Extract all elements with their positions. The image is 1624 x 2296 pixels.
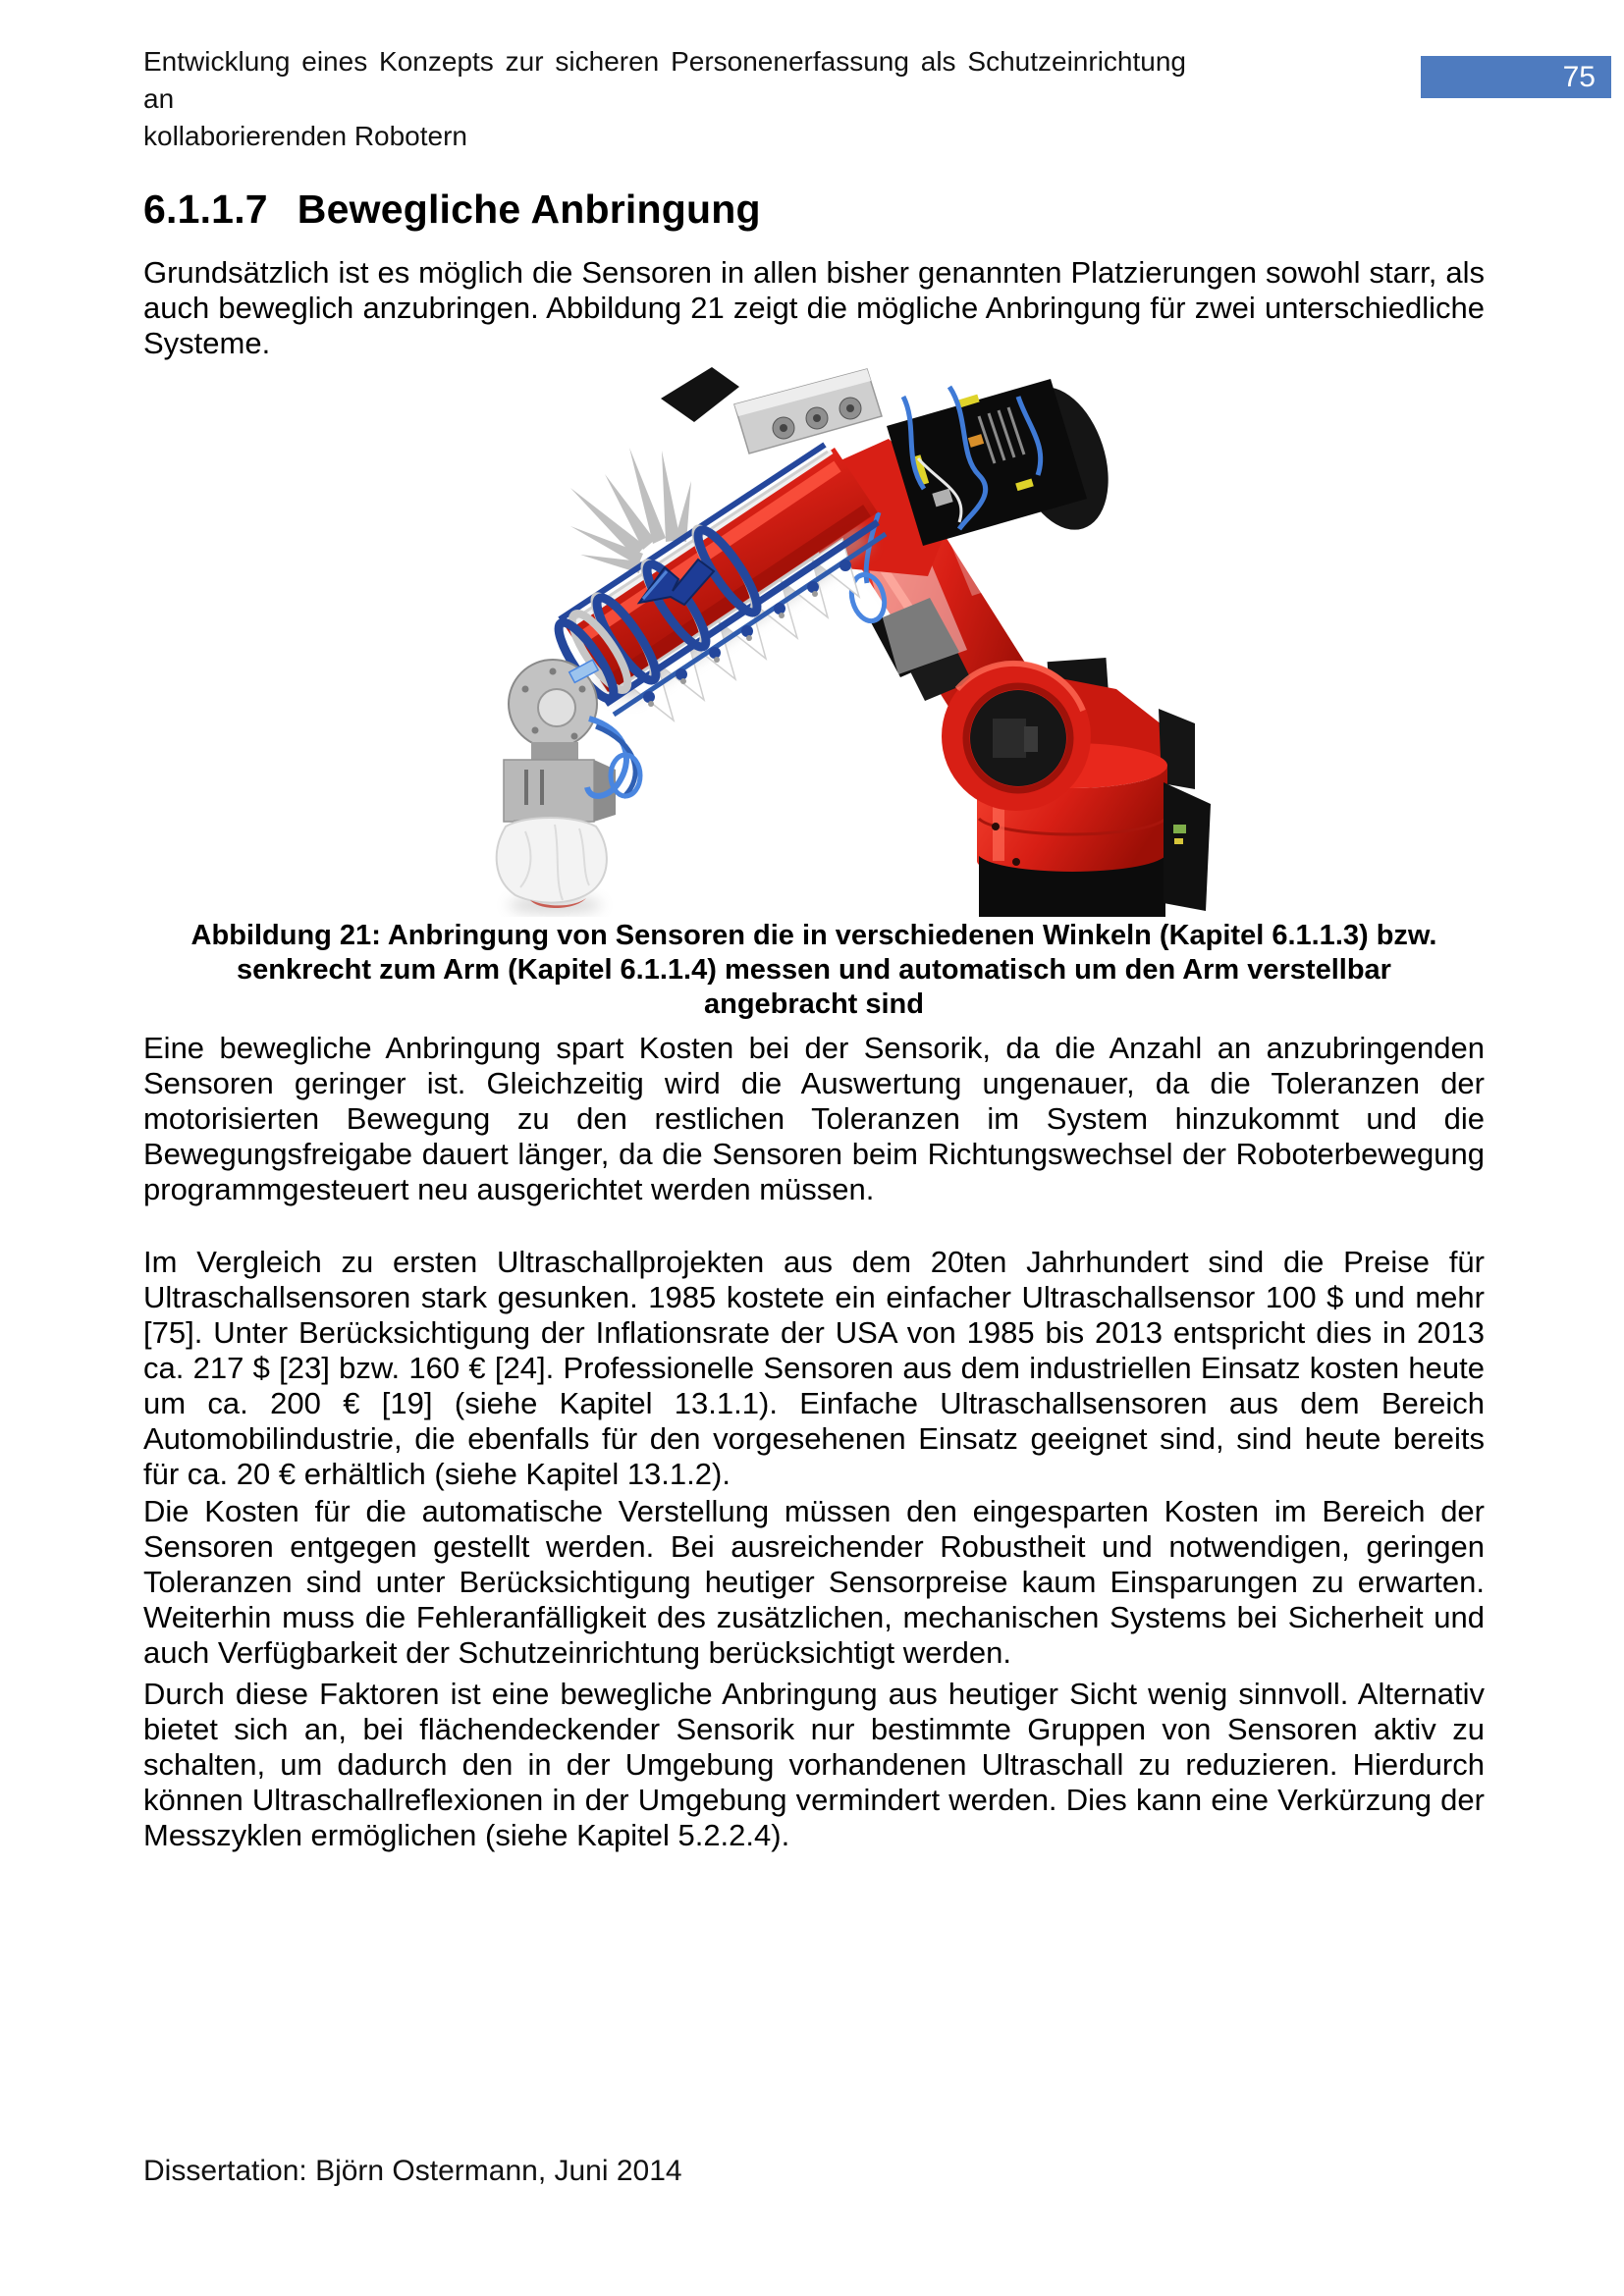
- robot-shoulder-joint: [942, 662, 1091, 811]
- header-title-line1: Entwicklung eines Konzepts zur sicheren Personenerfassung als Schutzeinrichtung an: [143, 46, 1186, 114]
- paragraph-2: Eine bewegliche Anbringung spart Kosten bei der Sensorik, da die Anzahl an anzubringenden Sensoren geringer ist. Gleichzeitig wird die Auswertung ungenauer, da die Toleranzen der motorisierten Bewegung zu den restlichen Toleranzen im System hinzukommt und die Bewegungsfreigabe dauert länger, da die Sensoren beim Richtungswechsel der Roboterbewegung programmgesteuert neu ausgerichtet werden müssen.: [143, 1031, 1485, 1206]
- page-footer: Dissertation: Björn Ostermann, Juni 2014: [143, 2155, 682, 2187]
- page-number-badge: [1421, 56, 1611, 98]
- paragraph-1: Grundsätzlich ist es möglich die Sensoren in allen bisher genannten Platzierungen sowohl starr, als auch beweglich anzubringen. Abbildung 21 zeigt die mögliche Anbringung für zwei unterschiedliche Systeme.: [143, 255, 1485, 360]
- page-number: 75: [1562, 60, 1596, 93]
- section-title: Bewegliche Anbringung: [297, 187, 761, 232]
- page-header: [143, 43, 1186, 155]
- figure-caption: Abbildung 21: Anbringung von Sensoren die in verschiedenen Winkeln (Kapitel 6.1.1.3) bzw. senkrecht zum Arm (Kapitel 6.1.1.4) messen und automatisch um den Arm verstellbar angebracht sind: [190, 920, 1437, 1020]
- robot-wrist-gripper: [497, 607, 640, 908]
- robot-arm-illustration: [329, 365, 1213, 917]
- counterweight-beak: [661, 367, 739, 422]
- figure-robot-image: [329, 365, 1213, 917]
- section-number: 6.1.1.7: [143, 187, 268, 232]
- paragraph-4: Die Kosten für die automatische Verstellung müssen den eingesparten Kosten im Bereich der Sensoren entgegen gestellt werden. Bei ausreichender Robustheit und notwendigen, geringen Toleranzen sind unter Berücksichtigung heutiger Sensorpreise kaum Einsparungen zu erwarten. Weiterhin muss die Fehleranfälligkeit des zusätzlichen, mechanischen Systems bei Sicherheit und auch Verfügbarkeit der Schutzeinrichtung berücksichtigt werden.: [143, 1494, 1485, 1670]
- section-heading: [143, 187, 761, 233]
- gripped-bag: [497, 818, 607, 903]
- header-title-line2: kollaborierenden Robotern: [143, 121, 467, 151]
- paragraph-3: Im Vergleich zu ersten Ultraschallprojekten aus dem 20ten Jahrhundert sind die Preise für Ultraschallsensoren stark gesunken. 1985 kostete ein einfacher Ultraschallsensor 100 $ und mehr [75]. Unter Berücksichtigung der Inflationsrate der USA von 1985 bis 2013 entspricht dies in 2013 ca. 217 $ [23] bzw. 160 € [24]. Professionelle Sensoren aus dem industriellen Einsatz kosten heute um ca. 200 € [19] (siehe Kapitel 13.1.1). Einfache Ultraschallsensoren aus dem Bereich Automobilindustrie, die ebenfalls für den vorgesehenen Einsatz geeignet sind, sind heute bereits für ca. 20 € erhältlich (siehe Kapitel 13.1.2).: [143, 1245, 1485, 1491]
- paragraph-5: Durch diese Faktoren ist eine bewegliche Anbringung aus heutiger Sicht wenig sinnvoll. Alternativ bietet sich an, bei flächendeckender Sensorik nur bestimmte Gruppen von Sensoren aktiv zu schalten, um dadurch den in der Umgebung vorhandenen Ultraschall zu reduzieren. Hierdurch können Ultraschallreflexionen in der Umgebung vermindert werden. Dies kann eine Verkürzung der Messzyklen ermöglichen (siehe Kapitel 5.2.2.4).: [143, 1677, 1485, 1852]
